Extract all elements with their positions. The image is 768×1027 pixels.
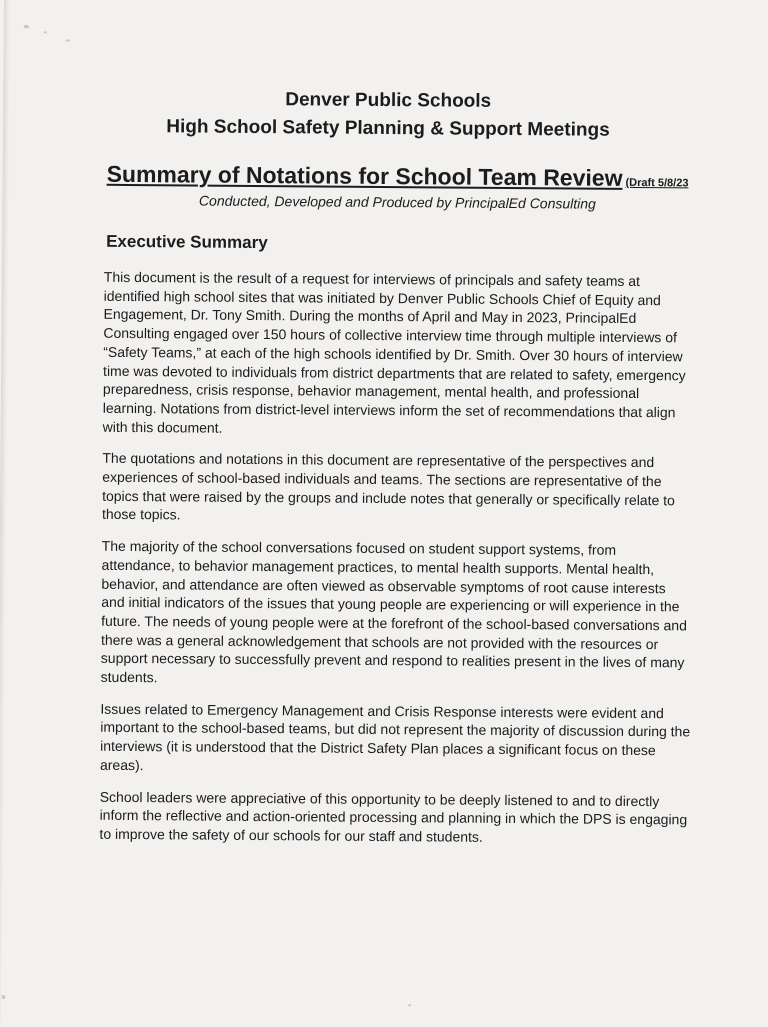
summary-title-text: Summary of Notations for School Team Review bbox=[106, 160, 623, 191]
paragraph: Issues related to Emergency Management and Crisis Response interests were evident and important to the school-based teams, but did not represent the majority of discussion during the interviews (it is understood that the District Safety Plan places a significant focus on these areas). bbox=[99, 700, 691, 773]
scan-edge-shadow bbox=[0, 0, 10, 1021]
body-text bbox=[99, 268, 694, 861]
scan-speck bbox=[2, 995, 5, 999]
paragraph: This document is the result of a request for interviews of principals and safety teams at identified high school sites that was initiated by Denver Public Schools Chief of Equity and Engagement, Dr. Tony Smith. During the months of April and May in 2023, PrincipalEd Consulting engaged over 150 hours of collective interview time through multiple interviews of “Safety Teams,” at each of the high schools identified by Dr. Smith. Over 30 hours of interview time was devoted to individuals from district departments that are related to safety, emergency preparedness, crisis response, behavior management, mental health, and professional learning. Notations from district-level interviews inform the set of recommendations that align with this document. bbox=[102, 268, 686, 436]
scan-speck bbox=[44, 31, 47, 33]
paragraph: The quotations and notations in this document are representative of the perspectives and experiences of school-based individuals and teams. The sections are representative of the topics that were raised by the groups and include notes that generally or specifically relate to those topics. bbox=[101, 450, 675, 523]
organization-title: Denver Public Schools bbox=[285, 89, 492, 112]
scan-speck bbox=[408, 1004, 411, 1006]
paragraph: The majority of the school conversations focused on student support systems, from attendance, to behavior management practices, to mental health supports. Mental health, behavior, and attendance are often viewed as observable symptoms of root cause interests and initial indicators of the issues that young people are experiencing or will experience in the future. The needs of young people were at the forefront of the school-based conversations and there was a general acknowledgement that schools are not provided with the resources or support necessary to successfully prevent and respond to realities present in the lives of many students. bbox=[100, 537, 687, 686]
scan-speck bbox=[24, 25, 29, 28]
draft-note: (Draft 5/8/23 bbox=[625, 176, 689, 190]
meeting-title: High School Safety Planning & Support Meetings bbox=[166, 116, 610, 141]
subtitle: Conducted, Developed and Produced by PrincipalEd Consulting bbox=[198, 192, 596, 212]
section-heading: Executive Summary bbox=[106, 231, 268, 253]
scan-speck bbox=[66, 39, 70, 41]
paragraph: School leaders were appreciative of this opportunity to be deeply listened to and to directly inform the reflective and action-oriented processing and planning in which the DPS is engaging to improve the safety of our schools for our staff and students. bbox=[99, 788, 688, 845]
